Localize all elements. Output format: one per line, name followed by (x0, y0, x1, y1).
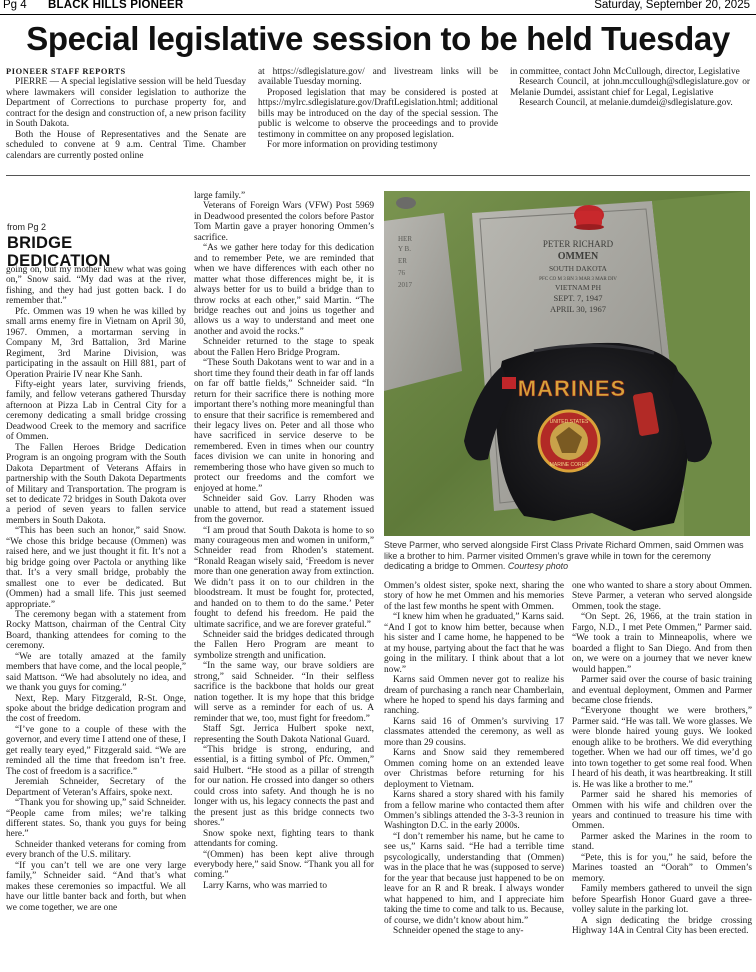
emblem-top-text: UNITED STATES (549, 419, 589, 425)
bridge-col1-body (6, 265, 186, 913)
headstone-line: PETER RICHARD (542, 239, 614, 249)
paragraph: “We are totally amazed at the family members that have come, and the local people,” said Mattson. “We had absolutely no idea, and we thank you guys for coming.” (6, 651, 186, 694)
headstone-line: VIETNAM PH (554, 283, 602, 292)
paragraph: Next, Rep. Mary Fitzgerald, R-St. Onge, spoke about the bridge dedication program and the cost of freedom. (6, 693, 186, 725)
paragraph: Proposed legislation that may be considered is posted at https://mylrc.sdlegislature.gov/DraftLegislation.html; additional bills may be introduced on the day of the special session. The public is welcome to observe the proceedings and to provide testimony in committee on any proposed legislation. (258, 87, 498, 140)
headstone-line: PFC CO M 3 BN 3 MAR 3 MAR DIV (539, 277, 617, 282)
paragraph: at https://sdlegislature.gov/ and livestream links will be available Tuesday morning. (258, 67, 498, 88)
byline: PIONEER STAFF REPORTS (6, 67, 126, 76)
paragraph: Research Council, at melanie.dumdei@sdlegislature.gov. (519, 98, 733, 109)
bridge-col2-body (194, 191, 374, 891)
grave-photo (384, 191, 750, 536)
headstone-line: APRIL 30, 1967 (549, 304, 607, 314)
page-header (0, 0, 756, 14)
page-number: Pg 4 (3, 0, 27, 11)
continued-from: from Pg 2 (7, 222, 47, 232)
paragraph: “In the same way, our brave soldiers are strong,” said Schneider. “In their selfless sacrifice is the backbone that holds our great nation together. It is my hope that this bridge will serve as a reminder for each of us. A reminder that we, too, must fight for freedom.” (194, 661, 374, 724)
paragraph: Parmer asked the Marines in the room to stand. (572, 831, 752, 853)
bridge-col4-body (572, 581, 752, 936)
caption-text: Steve Parmer, who served alongside First Class Private Richard Ommen, said Ommen was like a brother to him. Parmer visited Ommen’s grave while in town for the ceremony dedicating a bridge to Ommen. (384, 540, 744, 571)
paragraph: Ommen’s oldest sister, spoke next, sharing the story of how he met Ommen and his memories of the last few months he spent with Ommen. (384, 581, 564, 612)
headstone-line: OMMEN (557, 251, 599, 262)
left-stone-line: HER (398, 235, 412, 243)
paragraph: “Everyone thought we were brothers,” Parmer said. “He was tall. We wore glasses. We were blonde haired young guys. We looked enough alike to be brothers. We did everything together. When we had our off times, we’d go into town together to get some real food. When I heard of his death, it was heartbreaking. It still is. He was like a brother to me.” (572, 706, 752, 790)
paragraph: one who wanted to share a story about Ommen. Steve Parmer, a veteran who served alongside Ommen, took the stage. (572, 581, 752, 612)
paragraph: “I am proud that South Dakota is home to so many courageous men and women in uniform,” Schneider read from Rhoden’s statement. “Ronald Reagan wisely said, ‘Freedom is never more than one generation away from extinction. We didn’t pass it on to our children in the bloodstream. It must be fought for, protected, and handed on to them to do the same.’ Peter fought to defend his freedom. He paid the ultimate sacrifice, and we are forever grateful.” (194, 525, 374, 630)
paragraph: For more information on providing testimony (267, 140, 438, 151)
paragraph: “I knew him when he graduated,” Karns said. “And I got to know him better, because when his sister and I came home, he happened to be at my house, partying about the fact that he was going in the military. I think about that a lot now.” (384, 612, 564, 675)
paragraph: The ceremony began with a statement from Rocky Mattson, chairman of the Central City Board, thanking attendees for coming to the ceremony. (6, 609, 186, 652)
paragraph: Pfc. Ommen was 19 when he was killed by small arms enemy fire in Vietnam on April 30, 1967. Ommen, a mortarman serving in Company M, 3rd Battalion, 3rd Marine Regiment, 3rd Marine Division, was participating in the assault on Hill 881, part of Operation Prairie IV near Khe Sanh. (6, 306, 186, 380)
left-stone-line: 2017 (398, 281, 412, 289)
headstone-line: SOUTH DAKOTA (549, 264, 607, 273)
paragraph: “Thank you for showing up,” said Schneider. “People came from miles; we’re talking different states. So, thank you guys for being here.” (6, 798, 186, 840)
paragraph: Karns and Snow said they remembered Ommen coming home on an extended leave over Christmas before returning for his deployment to Vietnam. (384, 748, 564, 790)
photo-credit: Courtesy photo (507, 561, 569, 571)
paragraph: “This has been such an honor,” said Snow. “We chose this bridge because (Ommen) was raised here, and we just thought it fit. It’s not a big bridge going over Pactola or anything like that. It’s a very small bridge, probably the smallest one to ever be dedicated. But (Ommen) had a small life. This just seemed appropriate.” (6, 526, 186, 610)
left-stone-line: Y B. (398, 245, 411, 253)
photo-caption (384, 540, 750, 572)
issue-date: Saturday, September 20, 2025 (594, 0, 750, 11)
paragraph: Family members gathered to unveil the sign before Spearfish Honor Guard gave a three-volley salute in the parking lot. (572, 884, 752, 916)
top-story-col3-body (510, 67, 750, 109)
left-stone-line: 76 (398, 269, 405, 277)
kicker-line-1: BRIDGE (7, 234, 73, 252)
emblem-bottom-text: MARINE CORPS (549, 462, 589, 468)
paragraph: Larry Karns, who was married to (203, 880, 328, 891)
paragraph: A sign dedicating the bridge crossing Highway 14A in Central City has been erected. (572, 915, 752, 936)
top-story-col1-body (6, 77, 246, 161)
paragraph: “This bridge is strong, enduring, and essential, is a fitting symbol of Pfc. Ommen,” said Hulbert. “He stood as a pillar of strength for our nation. He crossed into danger so others could cross into safety. And though he is no longer with us, his legacy connects the past and the present just as this bridge connects two shores.” (194, 745, 374, 829)
paragraph: Karns said 16 of Ommen’s surviving 17 classmates attended the ceremony, as well as more than 29 cousins. (384, 716, 564, 748)
paragraph: large family.” (194, 191, 246, 201)
jacket-marines-text: MARINES (517, 376, 627, 401)
paragraph: PIERRE — A special legislative session will be held Tuesday where lawmakers will consider legislation to authorize the Department of Corrections to purchase property for, and contract for the design and construction of, a new prison facility in South Dakota. (6, 77, 246, 130)
red-cap (574, 205, 604, 230)
paragraph: Karns said Ommen never got to realize his dream of purchasing a ranch near Chamberlain, where he hoped to spend his days farming and ranching. (384, 675, 564, 717)
paragraph: Staff Sgt. Jerrica Hulbert spoke next, representing the South Dakota National Guard. (194, 724, 374, 745)
paragraph: “(Ommen) has been kept alive through everybody here,” said Snow. “Thank you all for coming.” (194, 849, 374, 881)
paragraph: Karns shared a story shared with his family from a fellow marine who contacted them after Ommen’s siblings attended the 3-3-3 reunion in Washington D.C. in the early 2000s. (384, 790, 564, 832)
paragraph: “I’ve gone to a couple of these with the governor, and every time I attend one of these, I get really teary eyed,” Fitzgerald said. “We are reminded all the time that freedom isn’t free. The cost of freedom is a sacrifice.” (6, 724, 186, 777)
paragraph: “On Sept. 26, 1966, at the train station in Fargo, N.D., I met Pete Ommen,” Parmer said. “We took a train to Minneapolis, where we boarded a flight to San Diego. And from then on, we were on a journey that we never knew would happen.” (572, 612, 752, 675)
story-separator (6, 175, 750, 176)
paragraph: Fifty-eight years later, surviving friends, family, and fellow veterans gathered Thursday afternoon at Pizza Lab in Central City for a ceremony dedicating a small bridge crossing Deadwood Creek to the memory and sacrifice of Ommen. (6, 379, 186, 443)
paragraph: “As we gather here today for this dedication and to remember Pete, we are reminded that when we have differences with each other no matter what those differences might be, it is always better for us to build a bridge than to throw rocks at each other,” said Martin. “The bridge reaches out and joins us together and allows us a way to understand and meet one another and avoid the rocks.” (194, 243, 374, 337)
bridge-column-2 (194, 191, 374, 891)
bridge-column-3 (384, 581, 564, 936)
paragraph: “If you can’t tell we are one very large family,” Schneider said. “And that’s what makes these ceremonies so impactful. We all have our little banter back and forth, but when we come together, we are one (6, 860, 186, 913)
newspaper-name: BLACK HILLS PIONEER (48, 0, 184, 11)
header-rule (0, 14, 756, 15)
left-stone-line: ER (398, 257, 407, 265)
paragraph: Parmer said he shared his memories of Ommen with his wife and children over the years and continued to treasure his time with Ommen. (572, 790, 752, 832)
top-story-col2-body (258, 67, 498, 151)
paragraph: Parmer said over the course of basic training and eventual deployment, Ommen and Parmer became close friends. (572, 675, 752, 706)
bridge-column-1 (6, 265, 186, 913)
bridge-col3-body (384, 581, 564, 936)
paragraph: Schneider said Gov. Larry Rhoden was unable to attend, but read a statement issued from the governor. (194, 494, 374, 526)
kicker-line-2: DEDICATION (7, 252, 111, 270)
paragraph: Jeremiah Schneider, Secretary of the Department of Veteran’s Affairs, spoke next. (6, 777, 186, 798)
paragraph: going on, but my mother knew what was going on,” Snow said. “My dad was at the river, fishing, and they had just gotten back. I do remember that.” (6, 265, 186, 307)
paragraph: Schneider said the bridges dedicated through the Fallen Hero Program are meant to symbolize strength and unification. (194, 630, 374, 661)
top-story-column-1 (6, 67, 246, 161)
headstone-line: SEPT. 7, 1947 (553, 293, 603, 303)
grave-photo-art (384, 191, 750, 536)
paragraph: The Fallen Heroes Bridge Dedication Program is an ongoing program with the South Dakota Department of Veterans Affairs in partnership with the South Dakota Departments of Military and Transportation. The program is set to dedicate 72 bridges in South Dakota over a period of seven years to fallen service members in South Dakota. (6, 442, 186, 526)
top-story-column-3 (510, 67, 750, 109)
paragraph: “These South Dakotans went to war and in a short time they found their death in far off lands on far off battle fields,” Schneider said. “In return for their sacrifice there is nothing more important there’s nothing more meaningful than to ensure that their sacrifice is remembered and their legacy lives on. Peter and all those who have sacrificed in service deserve to be remembered. Even in times when our country faces division we can unite in honoring and remembering those who have given so much to protect our freedoms and the comfort we enjoyed at home.” (194, 358, 374, 494)
paragraph: Snow spoke next, fighting tears to thank attendants for coming. (194, 828, 374, 850)
paragraph: “Pete, this is for you,” he said, before the Marines toasted an “Oorah” to Ommen’s memory. (572, 852, 752, 884)
paragraph: Schneider returned to the stage to speak about the Fallen Hero Bridge Program. (194, 337, 374, 358)
paragraph: in committee, contact John McCullough, director, Legislative (510, 67, 740, 77)
top-story-column-2 (258, 67, 498, 151)
headline: Special legislative session to be held Tuesday (26, 20, 730, 57)
jacket-patch (502, 377, 516, 389)
marker-disc (396, 197, 416, 209)
paragraph: Schneider opened the stage to any- (393, 925, 524, 936)
paragraph: Both the House of Representatives and the Senate are scheduled to convene at 9 a.m. Central Time. Chamber calendars are currently posted online (6, 129, 246, 161)
paragraph: Research Council, at john.mccullough@sdlegislature.gov or Melanie Dumdei, assistant chief for Legal, Legislative (510, 77, 750, 98)
paragraph: Schneider thanked veterans for coming from every branch of the U.S. military. (6, 839, 186, 861)
paragraph: “I don’t remember his name, but he came to see us,” Karns said. “He had a terrible time psycologically, understanding that (Ommen) was in the place that he was (supposed to serve) for the year that because just happened to be on leave for an R and R break. I always wonder what happened to him, and I appreciate him taking the time to come and talk to us. Because, of course, we didn’t know about him.” (384, 831, 564, 926)
paragraph: Veterans of Foreign Wars (VFW) Post 5969 in Deadwood presented the colors before Pastor Tom Martin gave a prayer honoring Ommen’s sacrifice. (194, 201, 374, 243)
bridge-column-4 (572, 581, 752, 936)
